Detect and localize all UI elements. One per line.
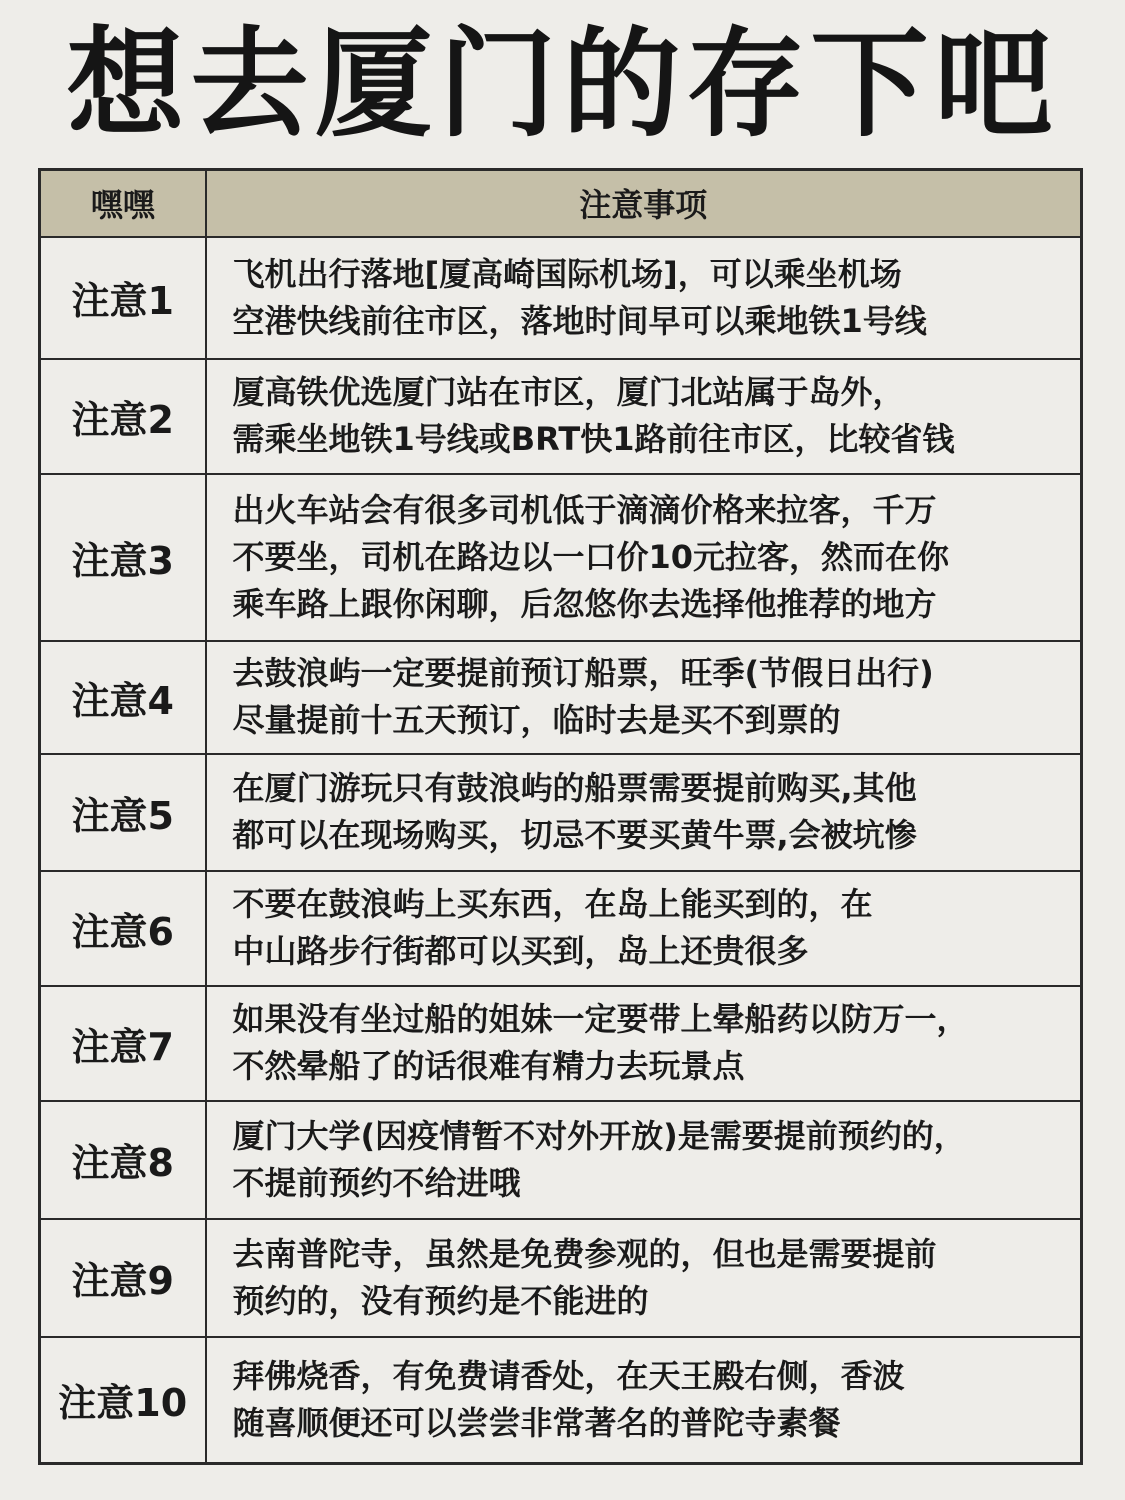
content-line: 不要在鼓浪屿上买东西，在岛上能买到的，在 bbox=[232, 885, 873, 923]
content-line: 如果没有坐过船的姐妹一定要带上晕船药以防万一， bbox=[232, 1000, 969, 1038]
content-line: 不要坐，司机在路边以一口价10元拉客，然而在你 bbox=[232, 537, 950, 576]
content-line: 不提前预约不给进哦 bbox=[232, 1163, 521, 1202]
row-label: 注意10 bbox=[40, 1337, 206, 1464]
content-line: 尽量提前十五天预订，临时去是买不到票的 bbox=[232, 701, 841, 739]
row-label: 注意6 bbox=[40, 871, 206, 986]
content-line: 都可以在现场购买，切忌不要买黄牛票,会被坑惨 bbox=[232, 816, 917, 854]
table-row bbox=[40, 1219, 1082, 1337]
table-row bbox=[40, 474, 1082, 641]
row-label: 注意8 bbox=[40, 1101, 206, 1219]
content-line: 需乘坐地铁1号线或BRT快1路前往市区，比较省钱 bbox=[232, 420, 955, 458]
content-line: 空港快线前往市区，落地时间早可以乘地铁1号线 bbox=[232, 301, 927, 340]
content-line: 出火车站会有很多司机低于滴滴价格来拉客，千万 bbox=[232, 490, 937, 529]
table-row bbox=[40, 237, 1082, 359]
row-label: 注意9 bbox=[40, 1219, 206, 1337]
content-line: 乘车路上跟你闲聊，后忽悠你去选择他推荐的地方 bbox=[232, 584, 937, 623]
row-label: 注意4 bbox=[40, 641, 206, 754]
row-content bbox=[206, 359, 1082, 474]
row-content bbox=[206, 1337, 1082, 1464]
content-line: 去南普陀寺，虽然是免费参观的，但也是需要提前 bbox=[232, 1234, 937, 1273]
row-content bbox=[206, 754, 1082, 871]
table-row bbox=[40, 1337, 1082, 1464]
table-row bbox=[40, 1101, 1082, 1219]
content-line: 厦门大学(因疫情暂不对外开放)是需要提前预约的， bbox=[232, 1116, 966, 1155]
column-header-label: 嘿嘿 bbox=[40, 170, 206, 237]
row-label: 注意5 bbox=[40, 754, 206, 871]
row-content bbox=[206, 1101, 1082, 1219]
content-line: 去鼓浪屿一定要提前预订船票，旺季(节假日出行) bbox=[232, 654, 934, 692]
row-label: 注意1 bbox=[40, 237, 206, 359]
table-row bbox=[40, 986, 1082, 1101]
row-content bbox=[206, 474, 1082, 641]
content-line: 预约的，没有预约是不能进的 bbox=[232, 1281, 649, 1320]
content-line: 拜佛烧香，有免费请香处，在天王殿右侧，香波 bbox=[232, 1356, 905, 1395]
table-header-row bbox=[40, 170, 1082, 237]
content-line: 飞机出行落地[厦高崎国际机场]，可以乘坐机场 bbox=[232, 254, 902, 293]
row-label: 注意7 bbox=[40, 986, 206, 1101]
table-row bbox=[40, 641, 1082, 754]
notes-table bbox=[38, 168, 1083, 1465]
row-content bbox=[206, 986, 1082, 1101]
row-content bbox=[206, 641, 1082, 754]
row-content bbox=[206, 1219, 1082, 1337]
row-content bbox=[206, 237, 1082, 359]
table-row bbox=[40, 359, 1082, 474]
row-label: 注意3 bbox=[40, 474, 206, 641]
content-line: 厦高铁优选厦门站在市区，厦门北站属于岛外， bbox=[232, 373, 905, 411]
content-line: 不然晕船了的话很难有精力去玩景点 bbox=[232, 1047, 745, 1085]
row-label: 注意2 bbox=[40, 359, 206, 474]
content-line: 随喜顺便还可以尝尝非常著名的普陀寺素餐 bbox=[232, 1403, 841, 1442]
page-title: 想去厦门的存下吧 bbox=[66, 15, 1059, 153]
content-line: 在厦门游玩只有鼓浪屿的船票需要提前购买,其他 bbox=[232, 769, 917, 807]
column-header-notes: 注意事项 bbox=[206, 170, 1082, 237]
row-content bbox=[206, 871, 1082, 986]
table-row bbox=[40, 871, 1082, 986]
content-line: 中山路步行街都可以买到，岛上还贵很多 bbox=[232, 932, 809, 970]
table-row bbox=[40, 754, 1082, 871]
